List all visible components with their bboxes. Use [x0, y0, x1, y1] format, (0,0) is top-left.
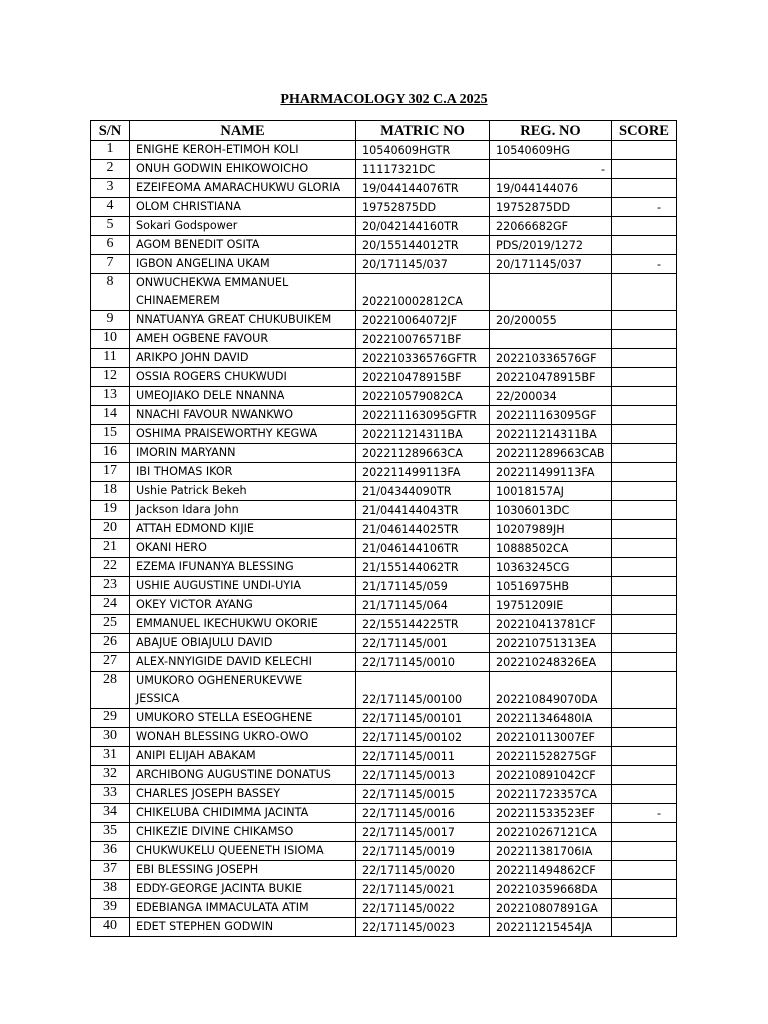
cell-matric-no: 22/155144225TR: [356, 615, 490, 634]
name-line: IBI THOMAS IKOR: [136, 465, 233, 478]
cell-matric-no: 20/155144012TR: [356, 236, 490, 255]
cell-matric-no: 22/171145/00100: [356, 672, 490, 709]
cell-score: [612, 861, 677, 880]
name-line: CHIKEZIE DIVINE CHIKAMSO: [136, 825, 294, 838]
cell-sn: 7: [91, 255, 130, 274]
cell-score: [612, 425, 677, 444]
table-row: [91, 406, 677, 425]
cell-sn: 9: [91, 311, 130, 330]
name-line: IMORIN MARYANN: [136, 446, 236, 459]
table-row: [91, 368, 677, 387]
cell-reg-no: 22/200034: [490, 387, 612, 406]
cell-matric-no: 22/171145/0021: [356, 880, 490, 899]
table-row: [91, 425, 677, 444]
table-row: [91, 653, 677, 672]
cell-name: [130, 672, 356, 709]
cell-score: [612, 444, 677, 463]
cell-reg-no: 202210267121CA: [490, 823, 612, 842]
name-line: Sokari Godspower: [136, 219, 238, 232]
name-line: EBI BLESSING JOSEPH: [136, 863, 259, 876]
cell-score: [612, 387, 677, 406]
cell-score: [612, 558, 677, 577]
cell-name: [130, 368, 356, 387]
table-body: [91, 141, 677, 937]
header-sn: S/N: [91, 121, 130, 141]
cell-matric-no: 22/171145/001: [356, 634, 490, 653]
cell-name: [130, 804, 356, 823]
name-line: UMUKORO STELLA ESEOGHENE: [136, 711, 313, 724]
cell-reg-no: 202210113007EF: [490, 728, 612, 747]
cell-matric-no: 10540609HGTR: [356, 141, 490, 160]
cell-reg-no: PDS/2019/1272: [490, 236, 612, 255]
cell-sn: 3: [91, 179, 130, 198]
cell-score: [612, 539, 677, 558]
cell-sn: 4: [91, 198, 130, 217]
table-row: [91, 311, 677, 330]
table-row: [91, 615, 677, 634]
table-row: [91, 634, 677, 653]
cell-matric-no: 22/171145/0022: [356, 899, 490, 918]
name-line: NNACHI FAVOUR NWANKWO: [136, 408, 294, 421]
name-line: UMUKORO OGHENERUKEVWE: [136, 674, 303, 687]
cell-reg-no: 202210849070DA: [490, 672, 612, 709]
name-line: OSSIA ROGERS CHUKWUDI: [136, 370, 287, 383]
cell-reg-no: 202211214311BA: [490, 425, 612, 444]
cell-score: [612, 179, 677, 198]
cell-matric-no: 11117321DC: [356, 160, 490, 179]
cell-sn: 1: [91, 141, 130, 160]
cell-name: [130, 766, 356, 785]
cell-name: [130, 160, 356, 179]
cell-matric-no: 22/171145/0011: [356, 747, 490, 766]
cell-matric-no: 202210336576GFTR: [356, 349, 490, 368]
cell-reg-no: 10363245CG: [490, 558, 612, 577]
cell-matric-no: 202211289663CA: [356, 444, 490, 463]
cell-reg-no: 10540609HG: [490, 141, 612, 160]
cell-matric-no: 22/171145/0016: [356, 804, 490, 823]
cell-score: [612, 653, 677, 672]
cell-score: [612, 236, 677, 255]
cell-sn: 37: [91, 861, 130, 880]
cell-matric-no: 20/042144160TR: [356, 217, 490, 236]
cell-score: [612, 766, 677, 785]
cell-name: [130, 463, 356, 482]
cell-name: [130, 236, 356, 255]
cell-matric-no: 202211214311BA: [356, 425, 490, 444]
cell-sn: 36: [91, 842, 130, 861]
cell-name: [130, 918, 356, 937]
table-row: [91, 880, 677, 899]
cell-score: -: [612, 198, 677, 217]
cell-score: [612, 520, 677, 539]
cell-sn: 32: [91, 766, 130, 785]
table-row: [91, 577, 677, 596]
cell-score: [612, 160, 677, 179]
cell-reg-no: 202211381706IA: [490, 842, 612, 861]
cell-name: [130, 653, 356, 672]
table-row: [91, 672, 677, 709]
cell-matric-no: 19/044144076TR: [356, 179, 490, 198]
cell-matric-no: 22/171145/0010: [356, 653, 490, 672]
name-line: ARIKPO JOHN DAVID: [136, 351, 249, 364]
cell-name: [130, 179, 356, 198]
cell-score: [612, 596, 677, 615]
cell-reg-no: 202211289663CAB: [490, 444, 612, 463]
cell-score: [612, 406, 677, 425]
table-row: [91, 255, 677, 274]
name-line: UMEOJIAKO DELE NNANNA: [136, 389, 285, 402]
cell-matric-no: 22/171145/0017: [356, 823, 490, 842]
name-line: IGBON ANGELINA UKAM: [136, 257, 270, 270]
name-line: AGOM BENEDIT OSITA: [136, 238, 260, 251]
cell-reg-no: 202210891042CF: [490, 766, 612, 785]
name-line: ENIGHE KEROH-ETIMOH KOLI: [136, 143, 299, 156]
cell-name: [130, 141, 356, 160]
cell-score: [612, 918, 677, 937]
cell-reg-no: 10888502CA: [490, 539, 612, 558]
name-line: OKEY VICTOR AYANG: [136, 598, 253, 611]
page-title: PHARMACOLOGY 302 C.A 2025: [280, 92, 488, 107]
cell-sn: 11: [91, 349, 130, 368]
cell-score: [612, 463, 677, 482]
cell-name: [130, 501, 356, 520]
cell-score: [612, 482, 677, 501]
cell-reg-no: 202211494862CF: [490, 861, 612, 880]
cell-score: [612, 577, 677, 596]
cell-score: [612, 672, 677, 709]
table-row: [91, 785, 677, 804]
cell-reg-no: 202211346480IA: [490, 709, 612, 728]
cell-matric-no: 19752875DD: [356, 198, 490, 217]
cell-reg-no: 20/200055: [490, 311, 612, 330]
cell-sn: 28: [91, 672, 130, 709]
name-line: Ushie Patrick Bekeh: [136, 484, 247, 497]
table-row: [91, 842, 677, 861]
cell-reg-no: 202211499113FA: [490, 463, 612, 482]
cell-score: [612, 709, 677, 728]
cell-name: [130, 330, 356, 349]
name-line: USHIE AUGUSTINE UNDI-UYIA: [136, 579, 302, 592]
cell-sn: 29: [91, 709, 130, 728]
cell-name: [130, 444, 356, 463]
cell-sn: 34: [91, 804, 130, 823]
table-row: [91, 709, 677, 728]
header-name: NAME: [130, 121, 356, 141]
table-row: [91, 179, 677, 198]
cell-reg-no: 19/044144076: [490, 179, 612, 198]
cell-reg-no: 202210359668DA: [490, 880, 612, 899]
cell-name: [130, 217, 356, 236]
cell-matric-no: 22/171145/0020: [356, 861, 490, 880]
table-row: [91, 444, 677, 463]
table-row: [91, 596, 677, 615]
cell-name: [130, 274, 356, 311]
cell-sn: 2: [91, 160, 130, 179]
cell-reg-no: 22066682GF: [490, 217, 612, 236]
table-row: [91, 217, 677, 236]
table-row: [91, 141, 677, 160]
cell-sn: 22: [91, 558, 130, 577]
cell-sn: 21: [91, 539, 130, 558]
cell-reg-no: 10306013DC: [490, 501, 612, 520]
cell-name: [130, 747, 356, 766]
name-line: ANIPI ELIJAH ABAKAM: [136, 749, 256, 762]
table-row: [91, 274, 677, 311]
cell-reg-no: 202210413781CF: [490, 615, 612, 634]
cell-sn: 8: [91, 274, 130, 311]
cell-sn: 18: [91, 482, 130, 501]
cell-score: [612, 349, 677, 368]
name-line: Jackson Idara John: [136, 503, 239, 516]
table-row: [91, 899, 677, 918]
table-row: [91, 520, 677, 539]
cell-sn: 5: [91, 217, 130, 236]
cell-reg-no: 202211163095GF: [490, 406, 612, 425]
table-row: [91, 501, 677, 520]
cell-reg-no: [490, 274, 612, 311]
cell-reg-no: 202210478915BF: [490, 368, 612, 387]
table-row: [91, 198, 677, 217]
cell-sn: 15: [91, 425, 130, 444]
cell-score: [612, 615, 677, 634]
cell-matric-no: 21/046144025TR: [356, 520, 490, 539]
table-row: [91, 861, 677, 880]
name-line: ALEX-NNYIGIDE DAVID KELECHI: [136, 655, 312, 668]
cell-name: [130, 539, 356, 558]
cell-score: [612, 634, 677, 653]
cell-reg-no: [490, 330, 612, 349]
cell-matric-no: 202210064072JF: [356, 311, 490, 330]
table-row: [91, 766, 677, 785]
cell-sn: 35: [91, 823, 130, 842]
cell-reg-no: -: [490, 160, 612, 179]
table-row: [91, 236, 677, 255]
cell-matric-no: 21/171145/064: [356, 596, 490, 615]
cell-sn: 19: [91, 501, 130, 520]
header-score: SCORE: [612, 121, 677, 141]
cell-score: [612, 747, 677, 766]
cell-reg-no: 202211723357CA: [490, 785, 612, 804]
name-line: OSHIMA PRAISEWORTHY KEGWA: [136, 427, 318, 440]
cell-sn: 20: [91, 520, 130, 539]
cell-name: [130, 558, 356, 577]
header-matric-no: MATRIC NO: [356, 121, 490, 141]
cell-score: [612, 880, 677, 899]
table-row: [91, 728, 677, 747]
cell-name: [130, 255, 356, 274]
cell-name: [130, 577, 356, 596]
table-row: [91, 482, 677, 501]
cell-sn: 39: [91, 899, 130, 918]
cell-score: [612, 141, 677, 160]
name-line: ATTAH EDMOND KIJIE: [136, 522, 254, 535]
results-table: [90, 120, 677, 937]
cell-sn: 27: [91, 653, 130, 672]
cell-matric-no: 22/171145/0023: [356, 918, 490, 937]
cell-score: [612, 501, 677, 520]
cell-score: [612, 899, 677, 918]
cell-name: [130, 198, 356, 217]
cell-score: [612, 217, 677, 236]
cell-matric-no: 20/171145/037: [356, 255, 490, 274]
name-line: EDEBIANGA IMMACULATA ATIM: [136, 901, 309, 914]
cell-name: [130, 520, 356, 539]
table-row: [91, 558, 677, 577]
cell-reg-no: 202211215454JA: [490, 918, 612, 937]
cell-matric-no: 202210076571BF: [356, 330, 490, 349]
cell-name: [130, 880, 356, 899]
cell-matric-no: 202210478915BF: [356, 368, 490, 387]
header-reg-no: REG. NO: [490, 121, 612, 141]
cell-matric-no: 22/171145/00102: [356, 728, 490, 747]
cell-reg-no: 20/171145/037: [490, 255, 612, 274]
name-line: ABAJUE OBIAJULU DAVID: [136, 636, 273, 649]
cell-score: -: [612, 255, 677, 274]
name-line: EZEMA IFUNANYA BLESSING: [136, 560, 294, 573]
name-line: EZEIFEOMA AMARACHUKWU GLORIA: [136, 181, 341, 194]
table-row: [91, 918, 677, 937]
cell-score: [612, 274, 677, 311]
cell-name: [130, 728, 356, 747]
cell-sn: 33: [91, 785, 130, 804]
name-line: AMEH OGBENE FAVOUR: [136, 332, 269, 345]
cell-matric-no: 202211163095GFTR: [356, 406, 490, 425]
name-line: CHUKWUKELU QUEENETH ISIOMA: [136, 844, 324, 857]
cell-reg-no: 202211528275GF: [490, 747, 612, 766]
cell-score: [612, 330, 677, 349]
cell-reg-no: 202210336576GF: [490, 349, 612, 368]
cell-matric-no: 22/171145/0019: [356, 842, 490, 861]
cell-name: [130, 615, 356, 634]
cell-matric-no: 202211499113FA: [356, 463, 490, 482]
name-line: JESSICA: [136, 692, 180, 705]
cell-reg-no: 202210751313EA: [490, 634, 612, 653]
cell-sn: 23: [91, 577, 130, 596]
cell-name: [130, 823, 356, 842]
table-row: [91, 804, 677, 823]
cell-sn: 24: [91, 596, 130, 615]
cell-score: [612, 823, 677, 842]
cell-matric-no: 22/171145/0015: [356, 785, 490, 804]
cell-sn: 6: [91, 236, 130, 255]
cell-sn: 16: [91, 444, 130, 463]
cell-matric-no: 202210579082CA: [356, 387, 490, 406]
cell-name: [130, 425, 356, 444]
cell-score: [612, 368, 677, 387]
cell-name: [130, 861, 356, 880]
cell-name: [130, 406, 356, 425]
table-row: [91, 747, 677, 766]
name-line: OLOM CHRISTIANA: [136, 200, 241, 213]
table-row: [91, 463, 677, 482]
cell-reg-no: 19752875DD: [490, 198, 612, 217]
cell-name: [130, 482, 356, 501]
name-line: ARCHIBONG AUGUSTINE DONATUS: [136, 768, 331, 781]
cell-matric-no: 21/155144062TR: [356, 558, 490, 577]
name-line: ONWUCHEKWA EMMANUEL: [136, 276, 289, 289]
cell-sn: 10: [91, 330, 130, 349]
name-line: EDDY-GEORGE JACINTA BUKIE: [136, 882, 303, 895]
cell-name: [130, 349, 356, 368]
cell-score: [612, 842, 677, 861]
cell-reg-no: 202210248326EA: [490, 653, 612, 672]
table-row: [91, 387, 677, 406]
name-line: CHARLES JOSEPH BASSEY: [136, 787, 281, 800]
cell-name: [130, 899, 356, 918]
name-line: CHIKELUBA CHIDIMMA JACINTA: [136, 806, 309, 819]
table-row: [91, 349, 677, 368]
table-row: [91, 539, 677, 558]
cell-score: [612, 311, 677, 330]
cell-score: [612, 785, 677, 804]
cell-score: [612, 728, 677, 747]
cell-matric-no: 22/171145/00101: [356, 709, 490, 728]
cell-reg-no: 202210807891GA: [490, 899, 612, 918]
table-row: [91, 823, 677, 842]
name-line: OKANI HERO: [136, 541, 207, 554]
cell-sn: 17: [91, 463, 130, 482]
name-line: WONAH BLESSING UKRO-OWO: [136, 730, 309, 743]
cell-sn: 38: [91, 880, 130, 899]
cell-matric-no: 21/04344090TR: [356, 482, 490, 501]
cell-score: -: [612, 804, 677, 823]
cell-matric-no: 21/044144043TR: [356, 501, 490, 520]
name-line: ONUH GODWIN EHIKOWOICHO: [136, 162, 309, 175]
table-row: [91, 330, 677, 349]
cell-sn: 30: [91, 728, 130, 747]
cell-matric-no: 21/171145/059: [356, 577, 490, 596]
table-header-row: [91, 121, 677, 141]
cell-name: [130, 842, 356, 861]
name-line: EDET STEPHEN GODWIN: [136, 920, 274, 933]
cell-reg-no: 10018157AJ: [490, 482, 612, 501]
cell-reg-no: 10207989JH: [490, 520, 612, 539]
cell-reg-no: 10516975HB: [490, 577, 612, 596]
cell-sn: 25: [91, 615, 130, 634]
cell-name: [130, 634, 356, 653]
name-line: CHINAEMEREM: [136, 294, 220, 307]
cell-sn: 26: [91, 634, 130, 653]
cell-matric-no: 21/046144106TR: [356, 539, 490, 558]
cell-sn: 13: [91, 387, 130, 406]
name-line: EMMANUEL IKECHUKWU OKORIE: [136, 617, 318, 630]
cell-reg-no: 19751209IE: [490, 596, 612, 615]
cell-name: [130, 785, 356, 804]
cell-name: [130, 387, 356, 406]
cell-sn: 31: [91, 747, 130, 766]
cell-name: [130, 311, 356, 330]
cell-name: [130, 709, 356, 728]
table-row: [91, 160, 677, 179]
cell-reg-no: 202211533523EF: [490, 804, 612, 823]
cell-name: [130, 596, 356, 615]
cell-sn: 12: [91, 368, 130, 387]
cell-matric-no: 202210002812CA: [356, 274, 490, 311]
cell-sn: 40: [91, 918, 130, 937]
cell-matric-no: 22/171145/0013: [356, 766, 490, 785]
name-line: NNATUANYA GREAT CHUKUBUIKEM: [136, 313, 332, 326]
cell-sn: 14: [91, 406, 130, 425]
